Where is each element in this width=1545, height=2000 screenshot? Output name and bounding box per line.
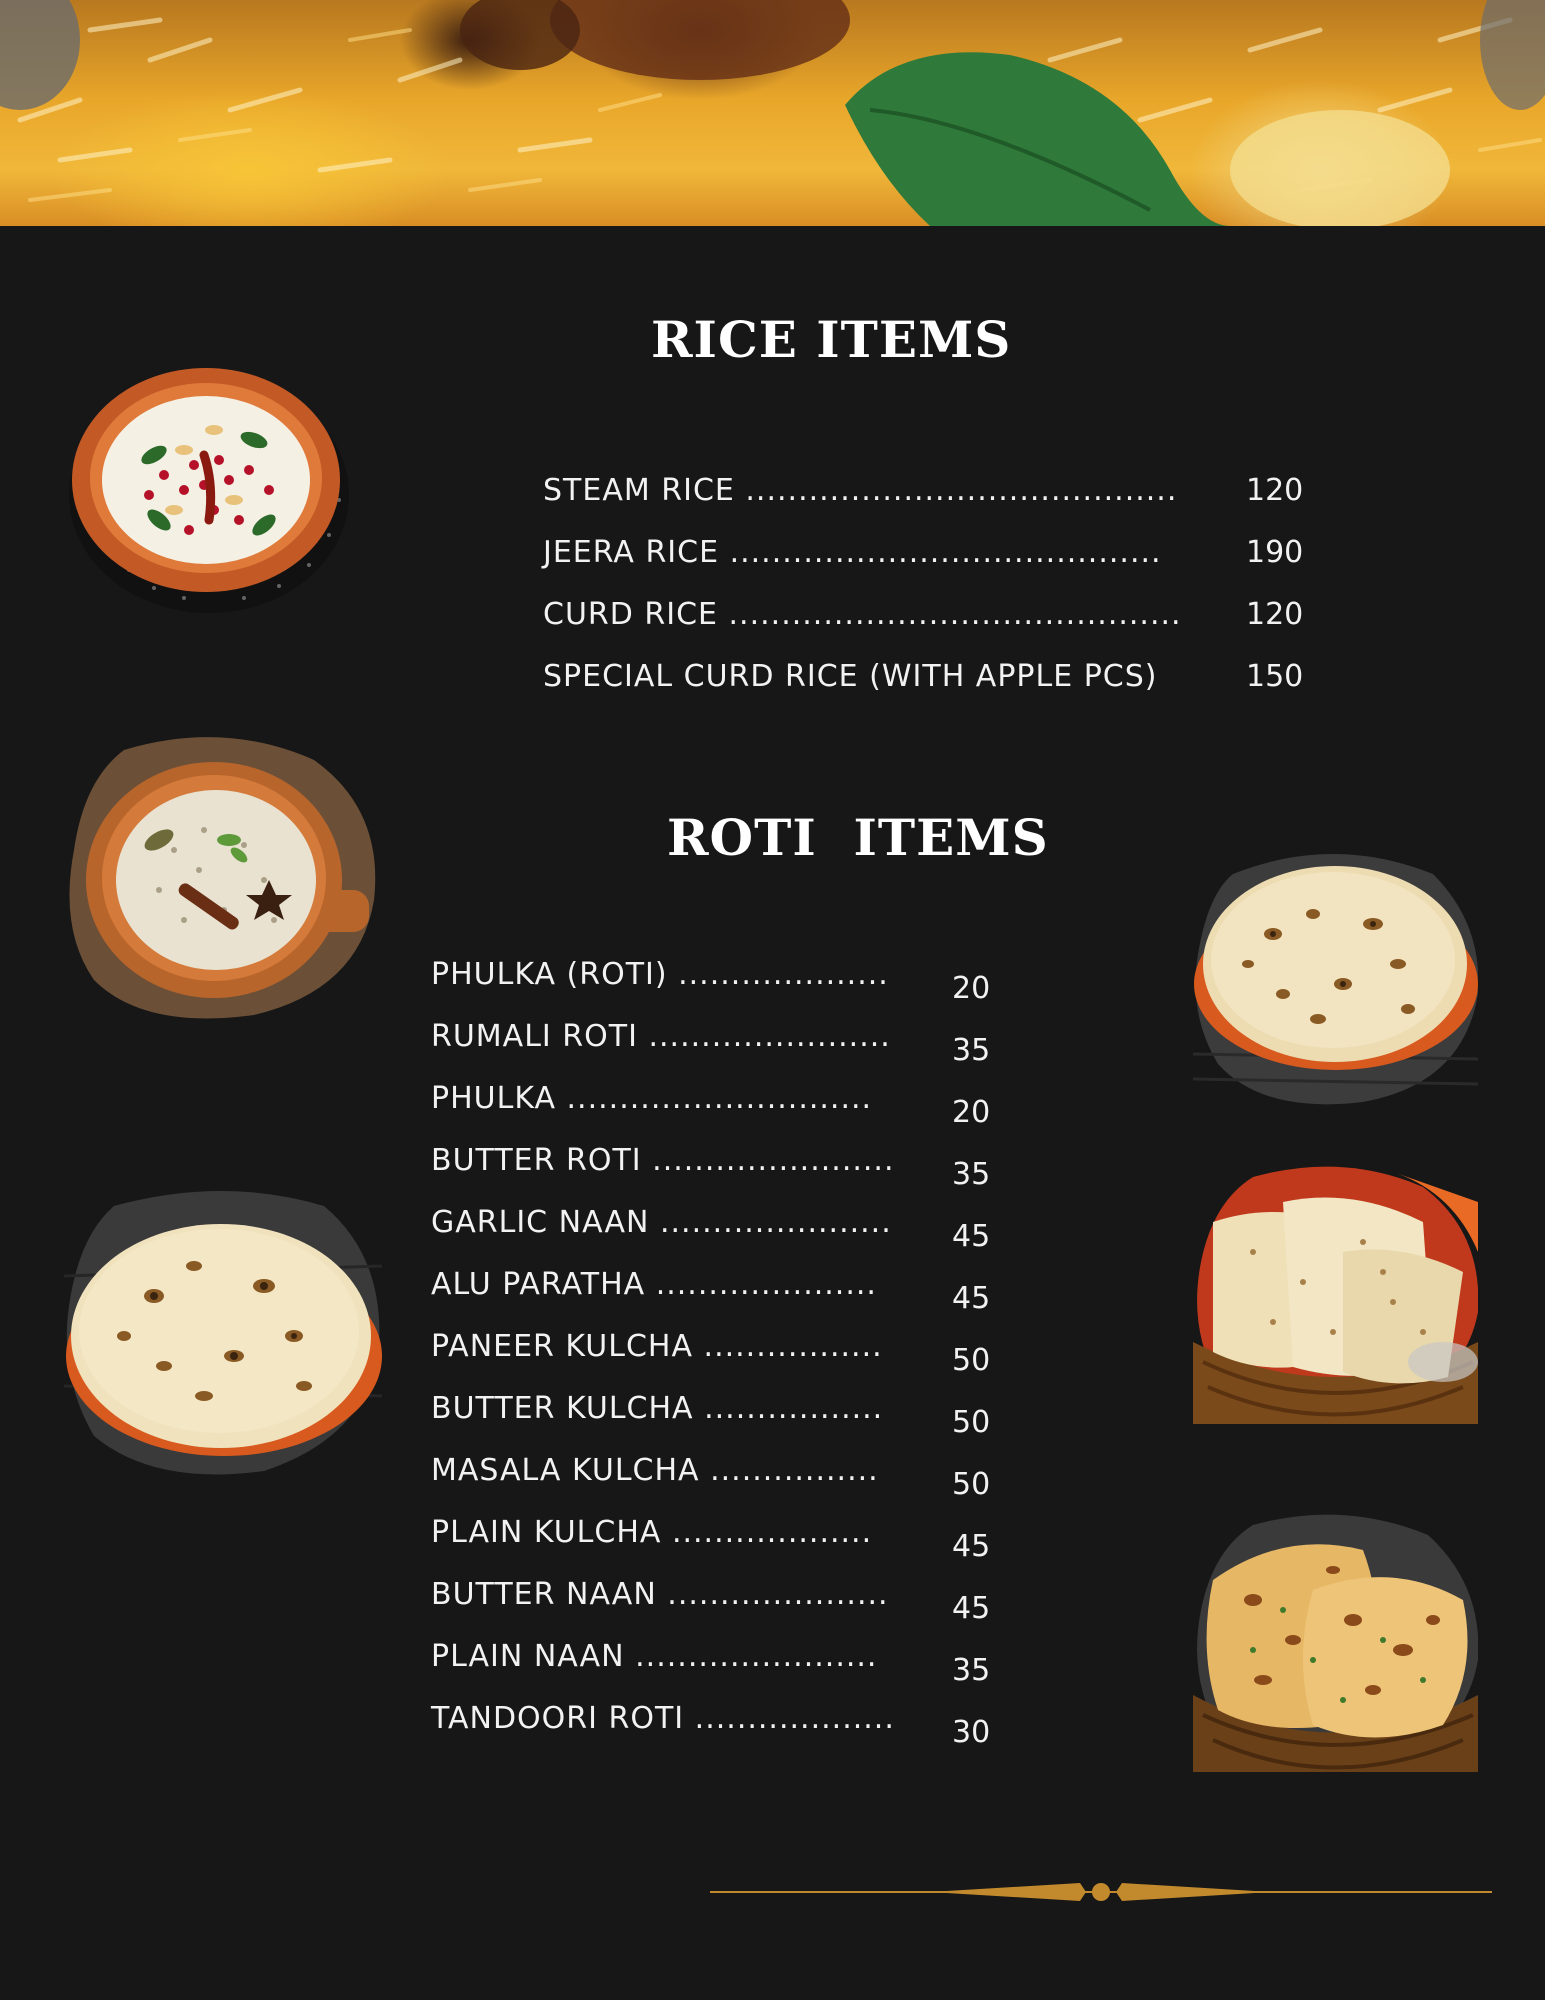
menu-item-name: PANEER KULCHA ................. <box>431 1329 883 1364</box>
menu-item-price: 45 <box>952 1219 991 1254</box>
menu-item-name: CURD RICE ........................................... <box>543 597 1182 632</box>
menu-item-price: 120 <box>1246 473 1304 508</box>
menu-item-price: 30 <box>952 1715 991 1750</box>
banner-biryani-photo <box>0 0 1545 226</box>
roti-plate-image <box>1193 844 1478 1106</box>
menu-item-price: 190 <box>1246 535 1304 570</box>
menu-item-price: 45 <box>952 1591 991 1626</box>
menu-item-price: 50 <box>952 1405 991 1440</box>
menu-item-price: 20 <box>952 1095 991 1130</box>
menu-item-name: TANDOORI ROTI ................... <box>431 1701 895 1736</box>
menu-item-name: PHULKA ............................. <box>431 1081 873 1116</box>
jeera-rice-bowl-image <box>64 730 382 1022</box>
menu-item-name: SPECIAL CURD RICE (WITH APPLE PCS) <box>543 659 1158 694</box>
gold-divider-ornament <box>710 1880 1492 1908</box>
menu-item-name: BUTTER NAAN ..................... <box>431 1577 889 1612</box>
roti-items-heading: ROTI ITEMS <box>667 808 1049 867</box>
menu-item-price: 45 <box>952 1281 991 1316</box>
menu-item-name: BUTTER ROTI ....................... <box>431 1143 895 1178</box>
menu-item-price: 20 <box>952 971 991 1006</box>
naan-basket-image <box>1193 1510 1478 1772</box>
menu-item-price: 45 <box>952 1529 991 1564</box>
menu-item-name: BUTTER KULCHA ................. <box>431 1391 884 1426</box>
menu-item-price: 120 <box>1246 597 1304 632</box>
menu-item-name: MASALA KULCHA ................ <box>431 1453 879 1488</box>
menu-item-name: PLAIN NAAN ....................... <box>431 1639 878 1674</box>
menu-item-name: RUMALI ROTI ....................... <box>431 1019 891 1054</box>
menu-item-name: JEERA RICE ......................................... <box>543 535 1162 570</box>
menu-item-price: 50 <box>952 1467 991 1502</box>
menu-item-name: GARLIC NAAN ...................... <box>431 1205 892 1240</box>
menu-item-price: 35 <box>952 1157 991 1192</box>
rice-items-heading: RICE ITEMS <box>651 310 1012 369</box>
butter-naan-plate-image <box>64 1186 382 1478</box>
menu-item-price: 35 <box>952 1033 991 1068</box>
menu-item-name: ALU PARATHA ..................... <box>431 1267 877 1302</box>
menu-item-name: PHULKA (ROTI) .................... <box>431 957 889 992</box>
menu-item-name: PLAIN KULCHA ................... <box>431 1515 873 1550</box>
menu-item-price: 35 <box>952 1653 991 1688</box>
menu-item-name: STEAM RICE ......................................... <box>543 473 1178 508</box>
rumali-roti-basket-image <box>1193 1162 1478 1424</box>
menu-item-price: 50 <box>952 1343 991 1378</box>
menu-item-price: 150 <box>1246 659 1304 694</box>
curd-rice-bowl-image <box>64 360 354 620</box>
